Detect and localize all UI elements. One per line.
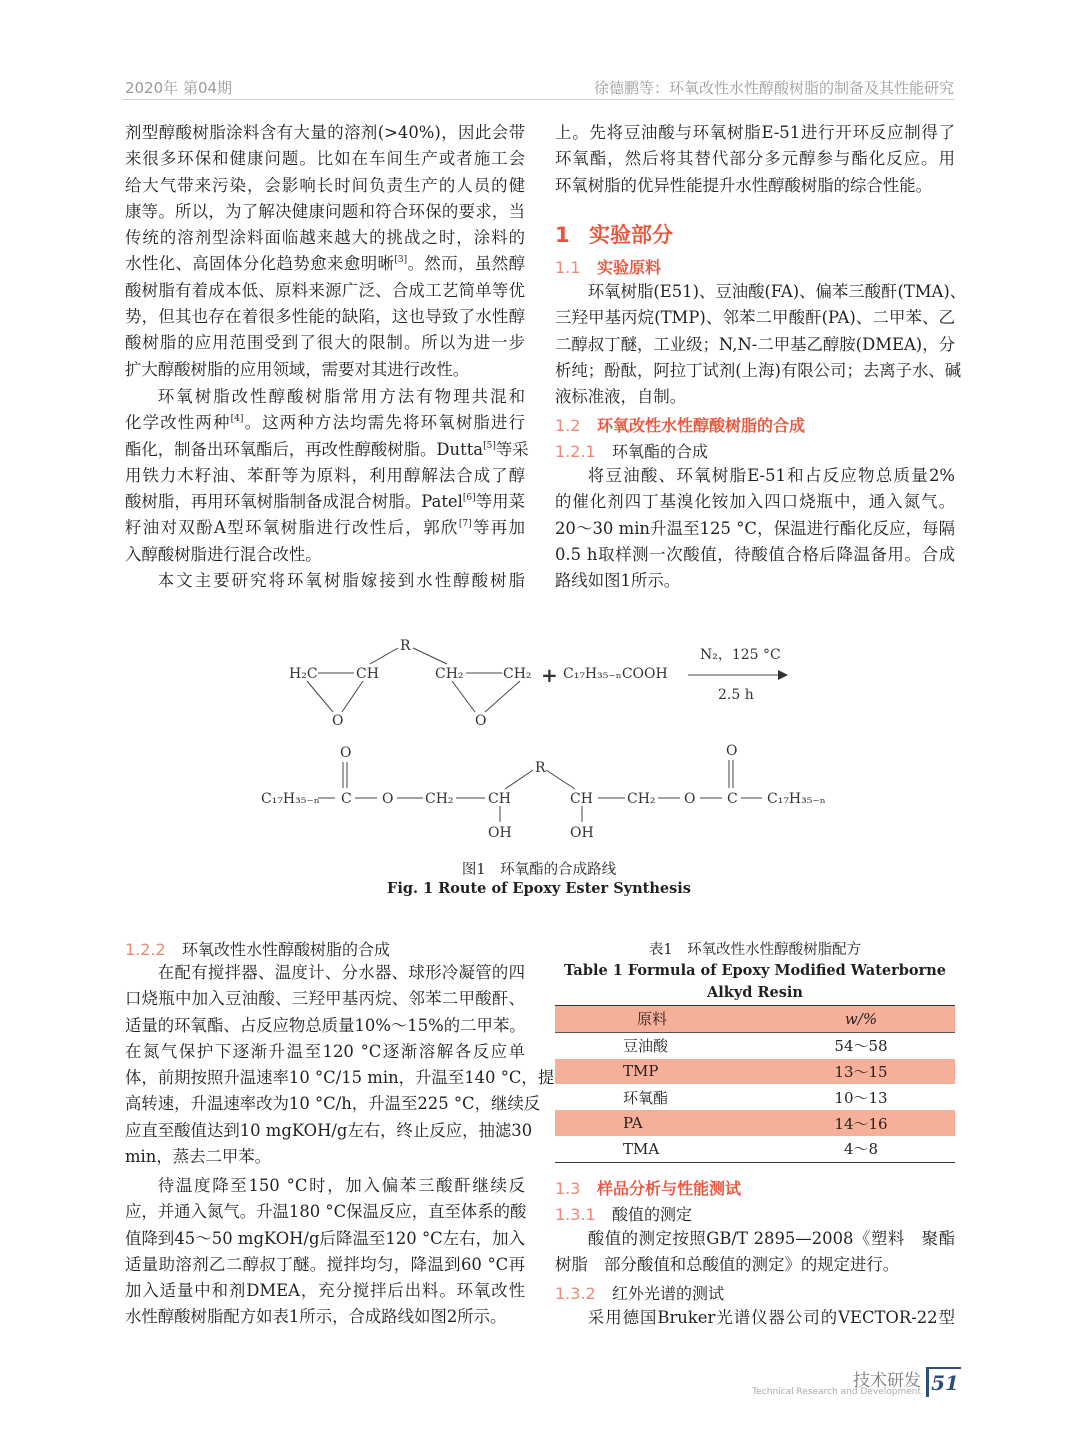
citation-ref[interactable]: [6]	[462, 493, 476, 504]
footer-section-en: Technical Research and Development	[752, 1387, 921, 1397]
text-segment: 剂型醇酸树脂涂料含有大量的溶剂(>40%)，因此会带	[125, 123, 525, 142]
page-number: 51	[926, 1367, 961, 1397]
paragraph	[555, 1305, 955, 1331]
table-cell: TMA	[555, 1136, 767, 1162]
text-segment: 液标准液，自制。	[555, 387, 687, 407]
text-segment: 0.5 h取样测一次酸值，待酸值合格后降温备用。合成	[555, 544, 955, 564]
text-segment: 等采	[495, 439, 529, 459]
label-chain: C₁₇H₃₅₋ₙ	[261, 791, 320, 807]
text-segment: 适量的环氧酯、占反应物总质量10%～15%的二甲苯。	[125, 1015, 526, 1035]
text-segment: 传统的溶剂型涂料面临越来越大的挑战之时，涂料的	[125, 228, 525, 248]
running-title: 徐德鹏等：环氧改性水性醇酸树脂的制备及其性能研究	[593, 79, 954, 97]
section-title: 环氧酯的合成	[612, 442, 709, 461]
text-segment: 在配有搅拌器、温度计、分水器、球形冷凝管的四	[157, 963, 525, 982]
table-cell: PA	[555, 1110, 767, 1136]
table-title-en: Table 1 Formula of Epoxy Modified Waterborne Alkyd Resin	[564, 962, 946, 1001]
figure-caption-cn: 图1 环氧酯的合成路线	[461, 862, 617, 878]
text-segment: 将豆油酸、环氧树脂E-51和占反应物总质量2%	[587, 466, 955, 485]
label-ch: CH	[570, 791, 593, 807]
figure-caption-en: Fig. 1 Route of Epoxy Ester Synthesis	[387, 880, 691, 897]
text-segment: 势，但其也存在着很多性能的缺陷，这也导致了水性醇	[125, 307, 525, 327]
label-oh: OH	[570, 825, 594, 841]
section-number: 1.3.1	[555, 1205, 596, 1224]
label-ch2: CH₂	[425, 791, 454, 807]
section-heading-1-3-2	[555, 1281, 724, 1304]
issue-label: 2020年 第04期	[125, 79, 233, 97]
text-segment: 的催化剂四丁基溴化铵加入四口烧瓶中，通入氮气。	[555, 492, 955, 512]
table-row	[555, 1032, 955, 1058]
section-number: 1	[555, 223, 570, 247]
text-segment: 来很多环保和健康问题。比如在车间生产或者施工会	[125, 149, 525, 169]
text-segment: 籽油对双酚A型环氧树脂进行改性后，郭欣	[125, 518, 459, 538]
label-chain: C₁₇H₃₅₋ₙ	[767, 791, 826, 807]
paragraph	[555, 1226, 955, 1279]
text-segment: 体，前期按照升温速率10 °C/15 min，升温至140 °C，提	[125, 1068, 555, 1088]
text-segment: 入醇酸树脂进行混合改性。	[125, 544, 322, 564]
text-segment: 在氮气保护下逐渐升温至120 °C逐渐溶解各反应单	[125, 1041, 525, 1061]
section-heading-1-3-1	[555, 1202, 692, 1225]
text-segment: min，蒸去二甲苯。	[125, 1147, 272, 1167]
label-o: O	[475, 713, 487, 729]
label-ch2: CH₂	[435, 666, 464, 682]
section-number: 1.2.2	[125, 940, 166, 959]
text-segment: 三羟甲基丙烷(TMP)、邻苯二甲酸酐(PA)、二甲苯、乙	[555, 308, 955, 328]
table-row	[555, 1110, 955, 1136]
text-segment: 树脂 部分酸值和总酸值的测定》的规定进行。	[555, 1255, 900, 1275]
text-segment: 等用菜	[475, 492, 526, 512]
table-header-row	[555, 1006, 955, 1033]
text-segment: 酸值的测定按照GB/T 2895—2008《塑料 聚酯	[587, 1229, 955, 1248]
section-number: 1.1	[555, 258, 581, 277]
text-segment: 口烧瓶中加入豆油酸、三羟甲基丙烷、邻苯二甲酸酐、	[125, 989, 525, 1009]
text-segment: 等再加	[471, 518, 526, 538]
section-title: 酸值的测定	[612, 1205, 693, 1224]
citation-ref[interactable]: [7]	[458, 519, 472, 530]
section-number: 1.2	[555, 416, 581, 435]
label-r: R	[535, 760, 546, 776]
table-cell: 豆油酸	[623, 1037, 669, 1056]
section-title: 实验部分	[589, 223, 673, 247]
text-segment: 酸树脂有着成本低、原料来源广泛、合成工艺简单等优	[125, 280, 525, 300]
table-row	[555, 1084, 955, 1110]
label-plus: +	[541, 663, 558, 687]
table-cell: 10～13	[834, 1088, 888, 1107]
text-segment: 待温度降至150 °C时，加入偏苯三酸酐继续反	[157, 1176, 525, 1195]
label-o: O	[726, 743, 738, 759]
text-segment: 。然而，虽然醇	[407, 254, 525, 274]
text-segment: 水性化、高固体分化趋势愈来愈明晰	[125, 254, 395, 274]
text-segment: 酸树脂的应用范围受到了很大的限制。所以为进一步	[125, 333, 525, 353]
text-segment: 康等。所以，为了解决健康问题和符合环保的要求，当	[125, 201, 525, 221]
text-segment: 高转速，升温速率改为10 °C/h，升温至225 °C，继续反	[125, 1094, 541, 1114]
citation-ref[interactable]: [5]	[483, 440, 496, 451]
label-h2c: H₂C	[289, 666, 318, 682]
footer-section-cn: 技术研发	[853, 1371, 921, 1391]
section-title: 实验原料	[597, 258, 662, 277]
text-segment: 环氧树脂(E51)、豆油酸(FA)、偏苯三酸酐(TMA)、	[587, 282, 967, 301]
text-segment: 析纯；酚酞，阿拉丁试剂(上海)有限公司；去离子水、碱	[555, 360, 962, 380]
text-segment: 水性醇酸树脂配方如表1所示，合成路线如图2所示。	[125, 1307, 507, 1327]
section-number: 1.3.2	[555, 1284, 596, 1303]
section-title: 环氧改性水性醇酸树脂的合成	[182, 940, 391, 959]
text-line	[555, 1252, 955, 1278]
text-segment: 应，并通入氮气。升温180 °C保温反应，直至体系的酸	[125, 1202, 527, 1222]
citation-ref[interactable]: [3]	[394, 255, 408, 266]
label-ch: CH	[488, 791, 511, 807]
label-acid: C₁₇H₃₅₋ₙCOOH	[563, 666, 668, 682]
header-cell: w/%	[767, 1006, 955, 1033]
text-segment: 环氧树脂改性醇酸树脂常用方法有物理共混和	[157, 387, 525, 406]
text-segment: 酸树脂，再用环氧树脂制备成混合树脂。Patel	[125, 492, 463, 512]
text-segment: 加入适量中和剂DMEA，充分搅拌后出料。环氧改性	[125, 1281, 525, 1301]
text-segment: 环氧酯，然后将其替代部分多元醇参与酯化反应。用	[555, 149, 955, 169]
label-c: C	[727, 791, 738, 807]
text-segment: 环氧树脂的优异性能提升水性醇酸树脂的综合性能。	[555, 175, 932, 195]
text-segment: 值降到45～50 mgKOH/g后降温至120 °C左右，加入	[125, 1228, 525, 1248]
text-line	[555, 1226, 955, 1252]
text-segment: 。这两种方法均需先将环氧树脂进行	[243, 413, 526, 433]
text-segment: 采用德国Bruker光谱仪器公司的VECTOR-22型	[587, 1308, 955, 1327]
text-segment: 20～30 min升温至125 °C，保温进行酯化反应，每隔	[555, 518, 955, 538]
formula-table	[555, 1005, 955, 1163]
arrow-head-icon	[778, 670, 788, 680]
label-ch2: CH₂	[627, 791, 656, 807]
label-o: O	[684, 791, 696, 807]
table-cell: 环氧酯	[623, 1088, 669, 1107]
text-segment: 路线如图1所示。	[555, 571, 681, 591]
text-segment: 应直至酸值达到10 mgKOH/g左右，终止反应，抽滤30	[125, 1120, 533, 1140]
text-line	[555, 1305, 955, 1331]
text-segment: 扩大醇酸树脂的应用领域，需要对其进行改性。	[125, 359, 470, 379]
citation-ref[interactable]: [4]	[230, 414, 244, 425]
label-r: R	[400, 638, 411, 654]
section-title: 环氧改性水性醇酸树脂的合成	[597, 416, 806, 435]
section-title: 红外光谱的测试	[612, 1284, 725, 1303]
table-cell: 54～58	[834, 1037, 888, 1056]
header-cell: 原料	[555, 1006, 767, 1033]
section-number: 1.2.1	[555, 442, 596, 461]
table-cell: 13～15	[767, 1059, 955, 1085]
text-segment: 上。先将豆油酸与环氧树脂E-51进行开环反应制得了	[555, 123, 955, 142]
label-condition-top: N₂，125 °C	[700, 647, 781, 663]
table-row	[555, 1059, 955, 1085]
table-cell: 14～16	[767, 1110, 955, 1136]
text-segment: 用铁力木籽油、苯酐等为原料，利用醇解法合成了醇	[125, 465, 525, 485]
section-number: 1.3	[555, 1179, 581, 1198]
section-heading-1-3	[555, 1176, 741, 1199]
text-segment: 酯化，制备出环氧酯后，再改性醇酸树脂。Dutta	[125, 439, 484, 459]
table-cell: 4～8	[767, 1136, 955, 1162]
label-o: O	[340, 745, 352, 761]
section-title: 样品分析与性能测试	[597, 1179, 742, 1198]
label-o: O	[332, 713, 344, 729]
label-ch2: CH₂	[503, 666, 532, 682]
label-o: O	[382, 791, 394, 807]
text-segment: 本文主要研究将环氧树脂嫁接到水性醇酸树脂	[157, 571, 525, 590]
table-cell: TMP	[555, 1059, 767, 1085]
table-row	[555, 1136, 955, 1162]
table-title-cn: 表1 环氧改性水性醇酸树脂配方	[648, 942, 862, 958]
label-condition-bottom: 2.5 h	[718, 687, 754, 703]
text-segment: 适量助溶剂乙二醇叔丁醚。搅拌均匀，降温到60 °C再	[125, 1254, 525, 1274]
text-segment: 二醇叔丁醚，工业级；N,N-二甲基乙醇胺(DMEA)，分	[555, 334, 955, 354]
text-segment: 化学改性两种	[125, 413, 231, 433]
text-segment: 给大气带来污染，会影响长时间负责生产的人员的健	[125, 175, 525, 195]
label-ch: CH	[356, 666, 379, 682]
label-oh: OH	[488, 825, 512, 841]
label-c: C	[341, 791, 352, 807]
